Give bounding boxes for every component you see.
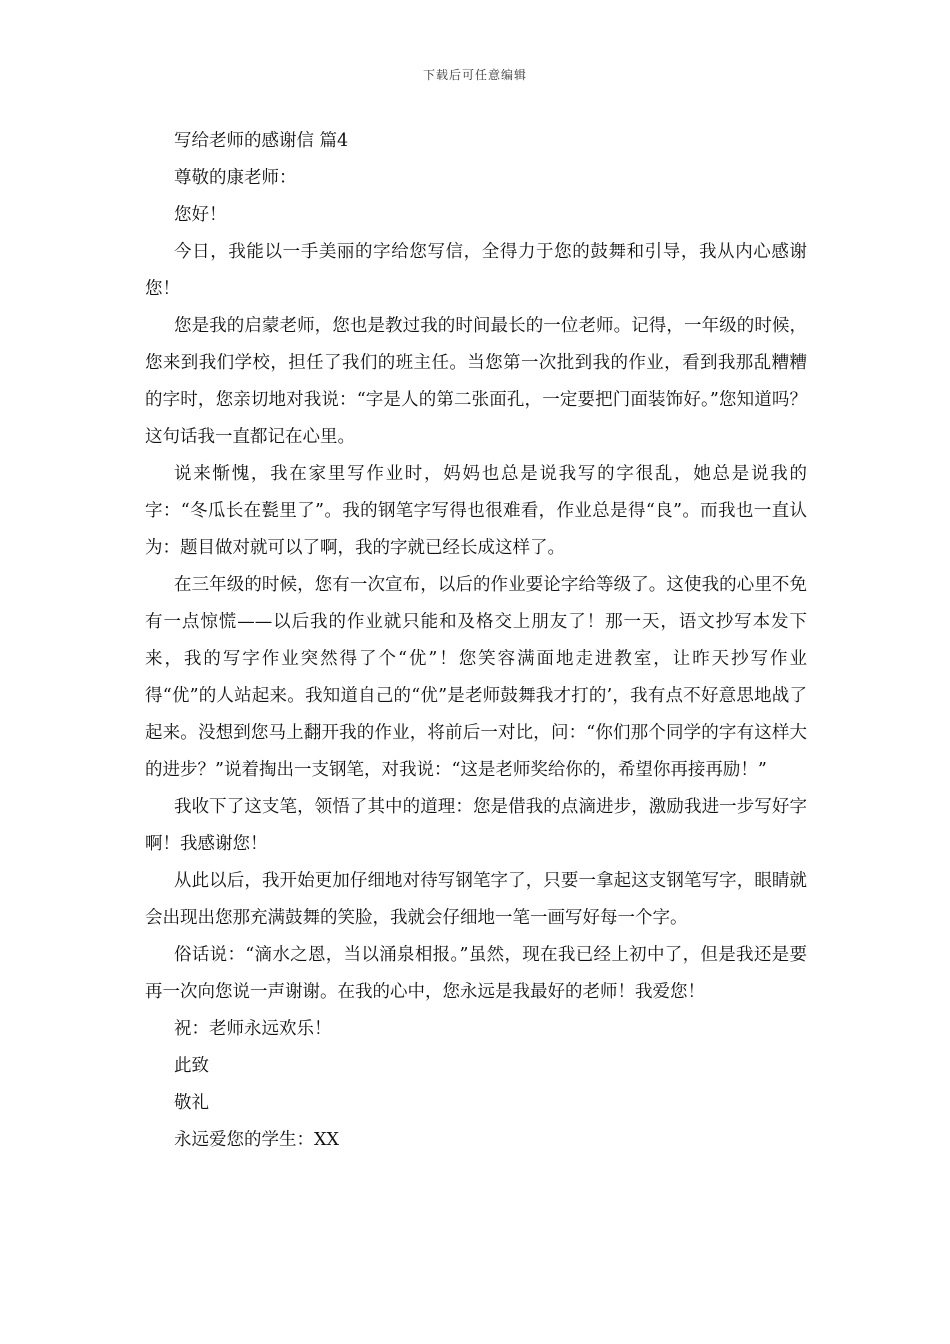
letter-paragraph: 您是我的启蒙老师，您也是教过我的时间最长的一位老师。记得，一年级的时候，您来到我们学校，担任了我们的班主任。当您第一次批到我的作业，看到我那乱糟糟的字时，您亲切地对我说：“字是人的第二张面孔，一定要把门面装饰好。”您知道吗？这句话我一直都记在心里。 [145, 316, 807, 447]
letter-paragraph: 我收下了这支笔，领悟了其中的道理：您是借我的点滴进步，激励我进一步写好字啊！我感谢您！ [145, 797, 807, 854]
letter-title: 写给老师的感谢信 篇4 [174, 131, 349, 151]
letter-closing-2: 敬礼 [174, 1093, 209, 1113]
letter-paragraph: 从此以后，我开始更加仔细地对待写钢笔字了，只要一拿起这支钢笔写字，眼睛就会出现出您那充满鼓舞的笑脸，我就会仔细地一笔一画写好每一个字。 [145, 871, 807, 928]
letter-paragraph: 说来惭愧，我在家里写作业时，妈妈也总是说我写的字很乱，她总是说我的字：“冬瓜长在甏里了”。我的钢笔字写得也很难看，作业总是得“良”。而我也一直认为：题目做对就可以了啊，我的字就已经长成这样了。 [145, 464, 807, 558]
letter-paragraph: 俗话说：“滴水之恩，当以涌泉相报。”虽然，现在我已经上初中了，但是我还是要再一次向您说一声谢谢。在我的心中，您永远是我最好的老师！我爱您！ [145, 945, 807, 1002]
letter-wish: 祝：老师永远欢乐！ [174, 1019, 332, 1039]
letter-salutation: 尊敬的康老师： [174, 168, 297, 188]
page-header-note: 下载后可任意编辑 [422, 68, 527, 82]
letter-paragraph: 今日，我能以一手美丽的字给您写信，全得力于您的鼓舞和引导，我从内心感谢您！ [145, 242, 807, 299]
letter-body [145, 123, 807, 1159]
letter-signature: 永远爱您的学生：XX [174, 1130, 339, 1150]
letter-greeting: 您好！ [174, 205, 227, 225]
letter-closing-1: 此致 [174, 1056, 209, 1076]
letter-paragraph: 在三年级的时候，您有一次宣布，以后的作业要论字给等级了。这使我的心里不免有一点惊慌——以后我的作业就只能和及格交上朋友了！那一天，语文抄写本发下来，我的写字作业突然得了个“优”！您笑容满面地走进教室，让昨天抄写作业得“优”的人站起来。我知道自己的“优”是老师鼓舞我才打的’，我有点不好意思地战了起来。没想到您马上翻开我的作业，将前后一对比，问：“你们那个同学的字有这样大的进步？”说着掏出一支钢笔，对我说：“这是老师奖给你的，希望你再接再励！” [145, 575, 807, 780]
